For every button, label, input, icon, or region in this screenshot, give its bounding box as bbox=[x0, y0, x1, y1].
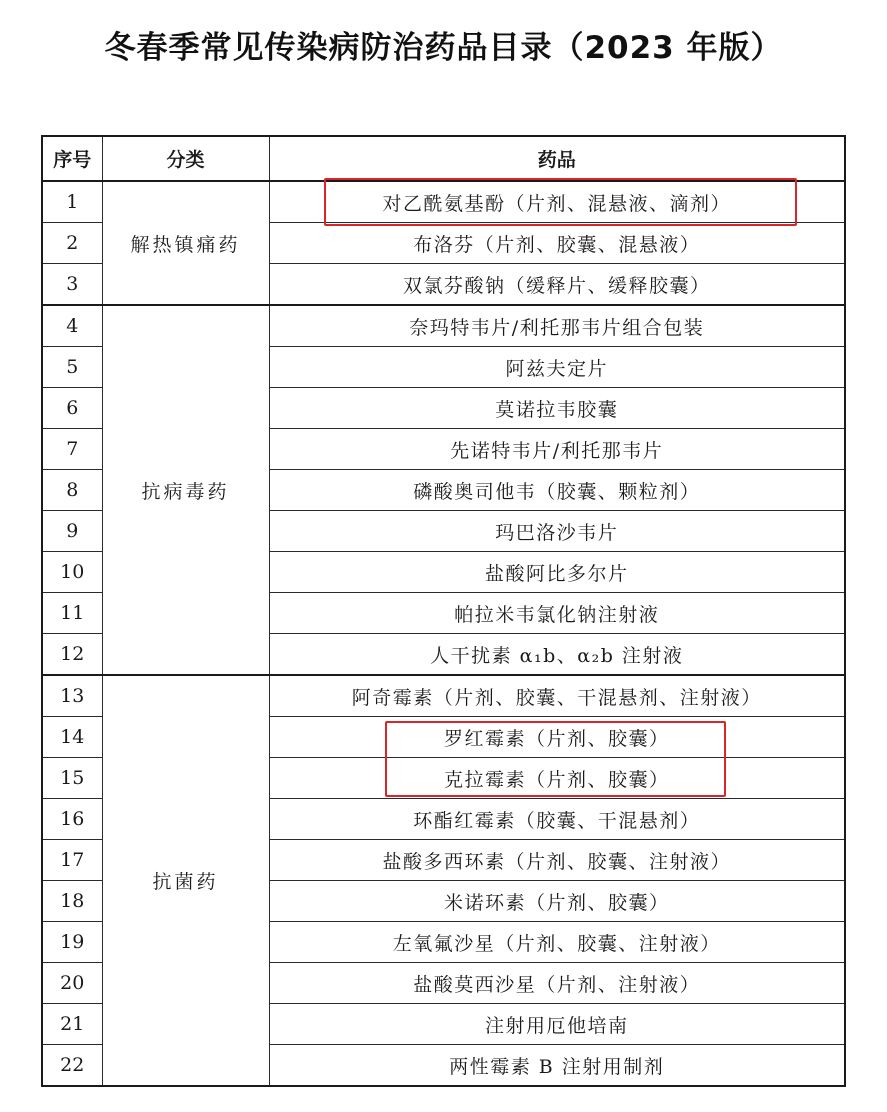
drug-cell: 奈玛特韦片/利托那韦片组合包装 bbox=[269, 305, 845, 347]
drug-cell: 布洛芬（片剂、胶囊、混悬液） bbox=[269, 223, 845, 264]
row-no: 5 bbox=[42, 347, 102, 388]
row-no: 9 bbox=[42, 511, 102, 552]
category-cell: 抗菌药 bbox=[102, 675, 269, 1086]
table-row bbox=[42, 305, 845, 347]
header-category: 分类 bbox=[102, 136, 269, 181]
drug-cell: 注射用厄他培南 bbox=[269, 1004, 845, 1045]
category-cell: 解热镇痛药 bbox=[102, 181, 269, 305]
drug-cell: 玛巴洛沙韦片 bbox=[269, 511, 845, 552]
row-no: 6 bbox=[42, 388, 102, 429]
drug-cell: 莫诺拉韦胶囊 bbox=[269, 388, 845, 429]
row-no: 3 bbox=[42, 264, 102, 306]
row-no: 16 bbox=[42, 799, 102, 840]
row-no: 13 bbox=[42, 675, 102, 717]
row-no: 15 bbox=[42, 758, 102, 799]
row-no: 8 bbox=[42, 470, 102, 511]
header-drug: 药品 bbox=[269, 136, 845, 181]
page-title: 冬春季常见传染病防治药品目录（2023 年版） bbox=[104, 30, 783, 66]
row-no: 14 bbox=[42, 717, 102, 758]
row-no: 18 bbox=[42, 881, 102, 922]
drug-cell: 罗红霉素（片剂、胶囊） bbox=[269, 717, 845, 758]
drug-cell: 盐酸莫西沙星（片剂、注射液） bbox=[269, 963, 845, 1004]
row-no: 12 bbox=[42, 634, 102, 676]
drug-cell: 阿兹夫定片 bbox=[269, 347, 845, 388]
row-no: 19 bbox=[42, 922, 102, 963]
category-cell: 抗病毒药 bbox=[102, 305, 269, 675]
row-no: 17 bbox=[42, 840, 102, 881]
drug-cell: 米诺环素（片剂、胶囊） bbox=[269, 881, 845, 922]
drug-cell: 对乙酰氨基酚（片剂、混悬液、滴剂） bbox=[269, 181, 845, 223]
drug-cell: 左氧氟沙星（片剂、胶囊、注射液） bbox=[269, 922, 845, 963]
drug-cell: 盐酸多西环素（片剂、胶囊、注射液） bbox=[269, 840, 845, 881]
table-row bbox=[42, 675, 845, 717]
row-no: 2 bbox=[42, 223, 102, 264]
drug-cell: 环酯红霉素（胶囊、干混悬剂） bbox=[269, 799, 845, 840]
row-no: 11 bbox=[42, 593, 102, 634]
drug-cell: 阿奇霉素（片剂、胶囊、干混悬剂、注射液） bbox=[269, 675, 845, 717]
row-no: 20 bbox=[42, 963, 102, 1004]
table-header-row bbox=[42, 136, 845, 181]
table-row bbox=[42, 181, 845, 223]
drug-cell: 先诺特韦片/利托那韦片 bbox=[269, 429, 845, 470]
drug-cell: 双氯芬酸钠（缓释片、缓释胶囊） bbox=[269, 264, 845, 306]
row-no: 21 bbox=[42, 1004, 102, 1045]
drug-cell: 人干扰素 α₁b、α₂b 注射液 bbox=[269, 634, 845, 676]
row-no: 4 bbox=[42, 305, 102, 347]
drug-cell: 克拉霉素（片剂、胶囊） bbox=[269, 758, 845, 799]
drug-cell: 盐酸阿比多尔片 bbox=[269, 552, 845, 593]
header-no: 序号 bbox=[42, 136, 102, 181]
drug-cell: 两性霉素 B 注射用制剂 bbox=[269, 1045, 845, 1087]
row-no: 22 bbox=[42, 1045, 102, 1087]
drug-cell: 磷酸奥司他韦（胶囊、颗粒剂） bbox=[269, 470, 845, 511]
row-no: 7 bbox=[42, 429, 102, 470]
drug-catalog-table bbox=[41, 135, 846, 1087]
row-no: 1 bbox=[42, 181, 102, 223]
drug-cell: 帕拉米韦氯化钠注射液 bbox=[269, 593, 845, 634]
row-no: 10 bbox=[42, 552, 102, 593]
